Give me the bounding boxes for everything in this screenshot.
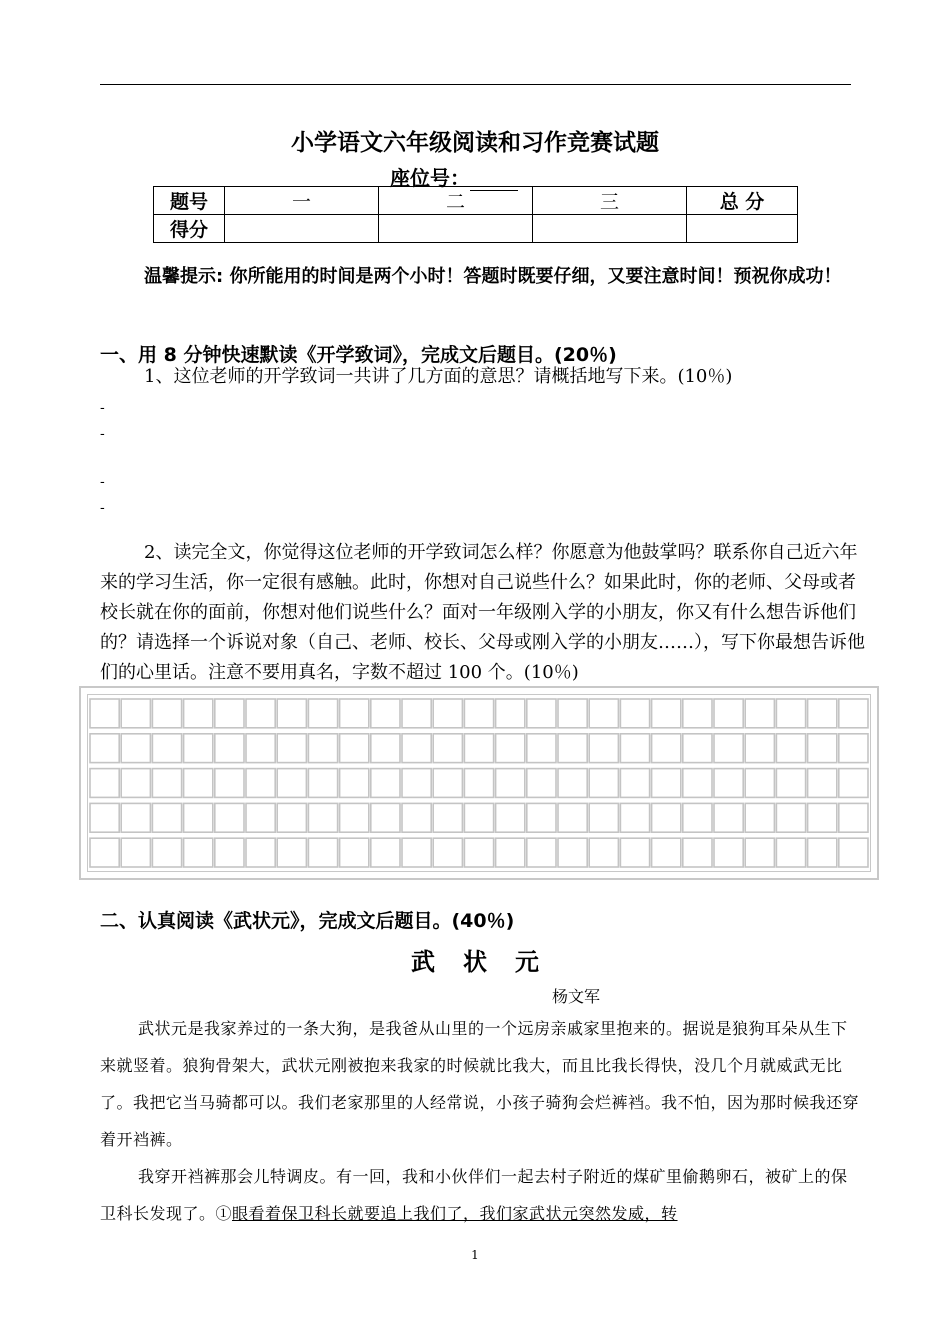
grid-cell[interactable] — [121, 699, 150, 728]
grid-cell[interactable] — [152, 699, 181, 728]
grid-cell[interactable] — [402, 769, 431, 798]
grid-cell[interactable] — [121, 734, 150, 763]
grid-cell[interactable] — [277, 769, 306, 798]
grid-cell[interactable] — [433, 734, 462, 763]
grid-cell[interactable] — [527, 699, 556, 728]
score-cell: 得分 — [154, 215, 225, 243]
grid-cell[interactable] — [620, 699, 649, 728]
grid-cell[interactable] — [527, 803, 556, 832]
question-1: 1、这位老师的开学致词一共讲了几方面的意思？请概括地写下来。(10％) — [144, 366, 733, 387]
article-paragraph-2 — [100, 1158, 860, 1232]
score-cell: 总 分 — [687, 187, 798, 215]
grid-cell[interactable] — [371, 769, 400, 798]
grid-cell[interactable] — [121, 769, 150, 798]
grid-cell[interactable] — [496, 734, 525, 763]
grid-cell[interactable] — [620, 803, 649, 832]
grid-cell[interactable] — [371, 838, 400, 867]
grid-cell[interactable] — [714, 769, 743, 798]
grid-cell[interactable] — [90, 699, 119, 728]
grid-cell[interactable] — [246, 734, 275, 763]
grid-cell[interactable] — [340, 838, 369, 867]
article-author: 杨文军 — [552, 987, 601, 1006]
grid-cell[interactable] — [776, 803, 805, 832]
grid-cell[interactable] — [558, 803, 587, 832]
grid-cell[interactable] — [527, 769, 556, 798]
grid-cell[interactable] — [90, 803, 119, 832]
grid-cell[interactable] — [402, 734, 431, 763]
grid-cell[interactable] — [620, 734, 649, 763]
grid-cell[interactable] — [839, 838, 868, 867]
grid-cell[interactable] — [839, 803, 868, 832]
grid-cell[interactable] — [714, 838, 743, 867]
grid-cell[interactable] — [652, 838, 681, 867]
grid-cell[interactable] — [402, 699, 431, 728]
grid-cell[interactable] — [184, 838, 213, 867]
grid-cell[interactable] — [152, 803, 181, 832]
page-number: 1 — [471, 1248, 479, 1262]
score-blank[interactable] — [533, 215, 687, 243]
answer-line[interactable]: - — [100, 400, 105, 416]
grid-cell[interactable] — [496, 803, 525, 832]
grid-cell[interactable] — [527, 734, 556, 763]
grid-cell[interactable] — [402, 803, 431, 832]
answer-line[interactable]: - — [100, 500, 105, 516]
grid-cell[interactable] — [152, 838, 181, 867]
grid-cell[interactable] — [215, 769, 244, 798]
grid-cell[interactable] — [90, 838, 119, 867]
grid-cell[interactable] — [558, 734, 587, 763]
section-1-heading: 一、用 8 分钟快速默读《开学致词》，完成文后题目。(20％) — [100, 344, 617, 366]
grid-cell[interactable] — [808, 838, 837, 867]
article-title: 武状元 — [411, 948, 567, 976]
grid-cell[interactable] — [152, 734, 181, 763]
grid-cell[interactable] — [215, 734, 244, 763]
question-2: 2、读完全文，你觉得这位老师的开学致词怎么样？你愿意为他鼓掌吗？联系你自己近六年来的学习生活，你一定很有感触。此时，你想对自己说些什么？如果此时，你的老师、父母或者校长就在你的面前，你想对他们说些什么？面对一年级刚入学的小朋友，你又有什么想告诉他们的？请选择一个诉说对象（自己、老师、校长、父母或刚入学的小朋友……），写下你最想告诉他们的心里话。注意不要用真名，字数不超过 100 个。(10％) — [100, 542, 865, 683]
grid-cell[interactable] — [527, 838, 556, 867]
grid-cell[interactable] — [308, 734, 337, 763]
grid-cell[interactable] — [308, 803, 337, 832]
grid-cell[interactable] — [776, 769, 805, 798]
grid-cell[interactable] — [277, 699, 306, 728]
grid-cell[interactable] — [121, 838, 150, 867]
grid-cell[interactable] — [745, 838, 774, 867]
grid-cell[interactable] — [589, 769, 618, 798]
score-blank[interactable] — [687, 215, 798, 243]
score-cell: 一 — [225, 187, 379, 215]
grid-cell[interactable] — [652, 803, 681, 832]
grid-cell[interactable] — [90, 769, 119, 798]
grid-cell[interactable] — [808, 769, 837, 798]
grid-cell[interactable] — [402, 838, 431, 867]
section-2-heading: 二、认真阅读《武状元》，完成文后题目。(40％) — [100, 910, 515, 932]
grid-cell[interactable] — [745, 734, 774, 763]
grid-cell[interactable] — [652, 734, 681, 763]
score-cell: 题号 — [154, 187, 225, 215]
grid-cell[interactable] — [246, 769, 275, 798]
grid-cell[interactable] — [496, 769, 525, 798]
grid-cell[interactable] — [496, 838, 525, 867]
score-cell: 二 — [379, 187, 533, 215]
grid-cell[interactable] — [371, 803, 400, 832]
grid-cell[interactable] — [589, 699, 618, 728]
paragraph-2-text: 我穿开裆裤那会儿特调皮。有一回，我和小伙伴们一起去村子附近的煤矿里偷鹅卵石，被矿上的保卫科长发现了。① — [100, 1167, 848, 1223]
grid-cell[interactable] — [558, 838, 587, 867]
grid-cell[interactable] — [433, 769, 462, 798]
warm-tip: 温馨提示: 你所能用的时间是两个小时！答题时既要仔细，又要注意时间！预祝你成功！ — [144, 266, 842, 287]
grid-cell[interactable] — [776, 734, 805, 763]
grid-cell[interactable] — [464, 699, 493, 728]
score-cell: 三 — [533, 187, 687, 215]
grid-cell[interactable] — [683, 803, 712, 832]
grid-cell[interactable] — [277, 838, 306, 867]
grid-cell[interactable] — [620, 838, 649, 867]
grid-cell[interactable] — [808, 803, 837, 832]
article-paragraph-1: 武状元是我家养过的一条大狗，是我爸从山里的一个远房亲戚家里抱来的。据说是狼狗耳朵从生下来就竖着。狼狗骨架大，武状元刚被抱来我家的时候就比我大，而且比我长得快，没几个月就威武无比了。我把它当马骑都可以。我们老家那里的人经常说，小孩子骑狗会烂裤裆。我不怕，因为那时候我还穿着开裆裤。 — [100, 1019, 860, 1149]
grid-cell[interactable] — [246, 699, 275, 728]
grid-cell[interactable] — [714, 803, 743, 832]
grid-cell[interactable] — [215, 803, 244, 832]
grid-cell[interactable] — [745, 699, 774, 728]
grid-cell[interactable] — [589, 734, 618, 763]
grid-cell[interactable] — [277, 803, 306, 832]
grid-cell[interactable] — [371, 734, 400, 763]
score-blank[interactable] — [379, 215, 533, 243]
grid-cell[interactable] — [308, 769, 337, 798]
grid-cell[interactable] — [340, 769, 369, 798]
grid-cell[interactable] — [620, 769, 649, 798]
grid-cell[interactable] — [464, 803, 493, 832]
grid-cell[interactable] — [340, 699, 369, 728]
grid-cell[interactable] — [745, 803, 774, 832]
grid-cell[interactable] — [589, 803, 618, 832]
grid-cell[interactable] — [558, 769, 587, 798]
grid-cell[interactable] — [184, 769, 213, 798]
underlined-sentence-1: 眼看着保卫科长就要追上我们了，我们家武状元突然发威，转 — [232, 1204, 678, 1223]
grid-cell[interactable] — [433, 803, 462, 832]
writing-grid-cells[interactable] — [89, 696, 869, 870]
grid-cell[interactable] — [246, 803, 275, 832]
grid-cell[interactable] — [683, 769, 712, 798]
grid-cell[interactable] — [340, 803, 369, 832]
grid-cell[interactable] — [277, 734, 306, 763]
grid-cell[interactable] — [340, 734, 369, 763]
grid-cell[interactable] — [308, 838, 337, 867]
grid-cell[interactable] — [589, 838, 618, 867]
score-blank[interactable] — [225, 215, 379, 243]
score-table — [153, 186, 798, 243]
grid-cell[interactable] — [714, 734, 743, 763]
grid-cell[interactable] — [184, 699, 213, 728]
grid-cell[interactable] — [152, 769, 181, 798]
grid-cell[interactable] — [808, 734, 837, 763]
grid-cell[interactable] — [184, 734, 213, 763]
grid-cell[interactable] — [308, 699, 337, 728]
grid-cell[interactable] — [184, 803, 213, 832]
grid-cell[interactable] — [464, 769, 493, 798]
grid-cell[interactable] — [839, 769, 868, 798]
grid-cell[interactable] — [683, 838, 712, 867]
grid-cell[interactable] — [683, 699, 712, 728]
grid-cell[interactable] — [90, 734, 119, 763]
grid-cell[interactable] — [839, 699, 868, 728]
grid-cell[interactable] — [776, 838, 805, 867]
grid-cell[interactable] — [215, 838, 244, 867]
header-rule — [100, 84, 851, 85]
grid-cell[interactable] — [464, 838, 493, 867]
grid-cell[interactable] — [433, 838, 462, 867]
answer-line[interactable]: - — [100, 474, 105, 490]
grid-cell[interactable] — [464, 734, 493, 763]
grid-cell[interactable] — [683, 734, 712, 763]
page-title: 小学语文六年级阅读和习作竞赛试题 — [291, 130, 659, 156]
grid-cell[interactable] — [433, 699, 462, 728]
answer-line[interactable]: - — [100, 426, 105, 442]
score-table-header-row — [154, 187, 798, 215]
grid-cell[interactable] — [745, 769, 774, 798]
seat-label-text: 座位号： — [390, 166, 470, 190]
grid-cell[interactable] — [714, 699, 743, 728]
score-table-score-row — [154, 215, 798, 243]
writing-grid[interactable] — [79, 686, 879, 880]
grid-cell[interactable] — [839, 734, 868, 763]
grid-cell[interactable] — [652, 699, 681, 728]
grid-cell[interactable] — [558, 699, 587, 728]
grid-cell[interactable] — [121, 803, 150, 832]
grid-cell[interactable] — [776, 699, 805, 728]
grid-cell[interactable] — [652, 769, 681, 798]
grid-cell[interactable] — [808, 699, 837, 728]
grid-cell[interactable] — [215, 699, 244, 728]
grid-cell[interactable] — [246, 838, 275, 867]
grid-cell[interactable] — [496, 699, 525, 728]
grid-cell[interactable] — [371, 699, 400, 728]
